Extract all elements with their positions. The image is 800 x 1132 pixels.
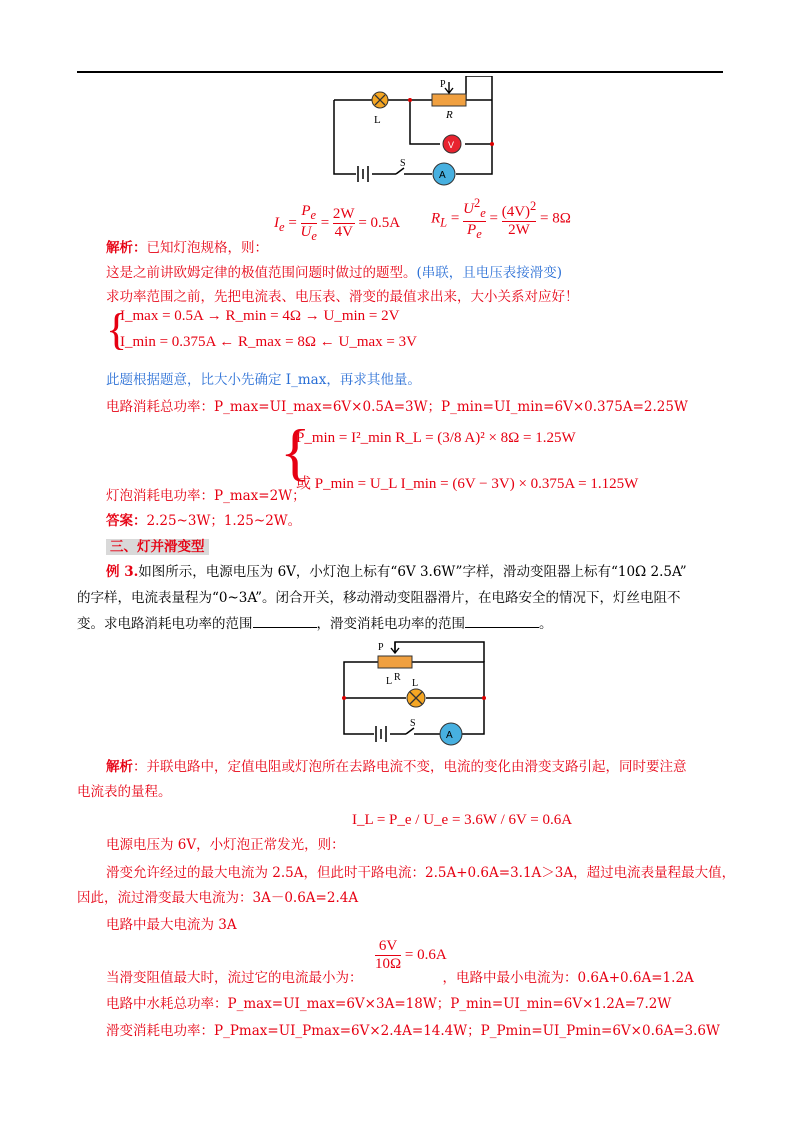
label-v1: V [448,140,455,150]
label-s2: S [410,718,416,729]
frac-min-current: $\frac{6V}{10\Omega}$ = 0.6A [375,938,447,972]
analysis1-note: 此题根据题意，比大小先确定 I_max，再求其他量。 [106,372,421,388]
example3-line3: 变。求电路消耗电功率的范围 ，滑变消耗电功率的范围 。 [77,616,553,632]
circuit-diagram-1 [320,76,500,188]
analysis2-line5: 因此，流过滑变最大电流为：3A－0.6A=2.4A [77,890,359,906]
example3-line2: 的字样，电流表量程为“0~3A”。闭合开关，移动滑动变阻器滑片，在电路安全的情况下，灯丝电阻不 [77,590,681,606]
label-l2a: L [386,676,393,687]
label-l1: L [374,114,381,126]
label-a2: A [446,730,453,741]
circuit-diagram-2 [330,636,500,748]
analysis1-line2: 这是之前讲欧姆定律的极值范围问题时做过的题型。(串联，且电压表接滑变) [106,265,563,281]
analysis2-line7: 当滑变阻值最大时，流过它的电流最小为： ，电路中最小电流为：0.6A+0.6A=1.2A [106,970,694,986]
label-p1: P [440,79,446,90]
analysis2-line4: 滑变允许经过的最大电流为 2.5A，但此时干路电流：2.5A+0.6A=3.1A＞3A，超过电流表量程最大值， [106,865,736,881]
analysis2-line9: 滑变消耗电功率：P_Pmax=UI_Pmax=6V×2.4A=14.4W；P_Pmin=UI_Pmin=6V×0.6A=3.6W [106,1023,720,1039]
formula-rl: $R_L$ = $\frac{U^2_e}{P_e}$ = $\frac{(4V)^2}{2W}$ = 8Ω [431,196,571,241]
analysis1-line3: 求功率范围之前，先把电流表、电压表、滑变的最值求出来，大小关系对应好！ [106,289,579,305]
label-p2: P [378,642,384,653]
analysis1-line1: 解析：已知灯泡规格，则： [106,240,268,256]
section3-title: 三、灯并滑变型 [106,535,209,555]
label-s1: S [400,158,406,169]
answer-blank-2[interactable] [465,615,539,628]
analysis1-total-power: 电路消耗总功率：P_max=UI_max=6V×0.5A=3W；P_min=UI_min=6V×0.375A=2.25W [106,399,688,415]
label-r1: R [446,109,453,121]
example3-line1: 例 3.如图所示，电源电压为 6V，小灯泡上标有“6V 3.6W”字样，滑动变阻器上标有“10Ω 2.5A” [106,564,687,580]
header-rule [77,71,723,73]
formula-ie: $I_e$ = $\frac{P_e}{U_e}$ = $\frac{2W}{4V}$ = 0.5A [274,203,401,243]
label-l2b: L [412,678,419,689]
formula-il: I_L = P_e / U_e = 3.6W / 6V = 0.6A [352,812,573,828]
analysis2-line2: 电流表的量程。 [77,784,172,800]
label-r2: R [394,672,401,683]
analysis2-line3: 电源电压为 6V，小灯泡正常发光，则： [106,837,345,853]
answer1: 答案：2.25~3W；1.25~2W。 [106,513,302,529]
analysis2-line6: 电路中最大电流为 3A [106,917,237,933]
label-a1: A [439,170,446,181]
analysis2-line1: 解析：并联电路中，定值电阻或灯泡所在去路电流不变，电流的变化由滑变支路引起，同时要注意 [106,759,687,775]
bulb-power-label: 灯泡消耗电功率：P_max=2W； [106,488,306,504]
analysis2-line8: 电路中水耗总功率：P_max=UI_max=6V×3A=18W；P_min=UI_min=6V×1.2A=7.2W [106,996,672,1012]
answer-blank-1[interactable] [253,615,317,628]
